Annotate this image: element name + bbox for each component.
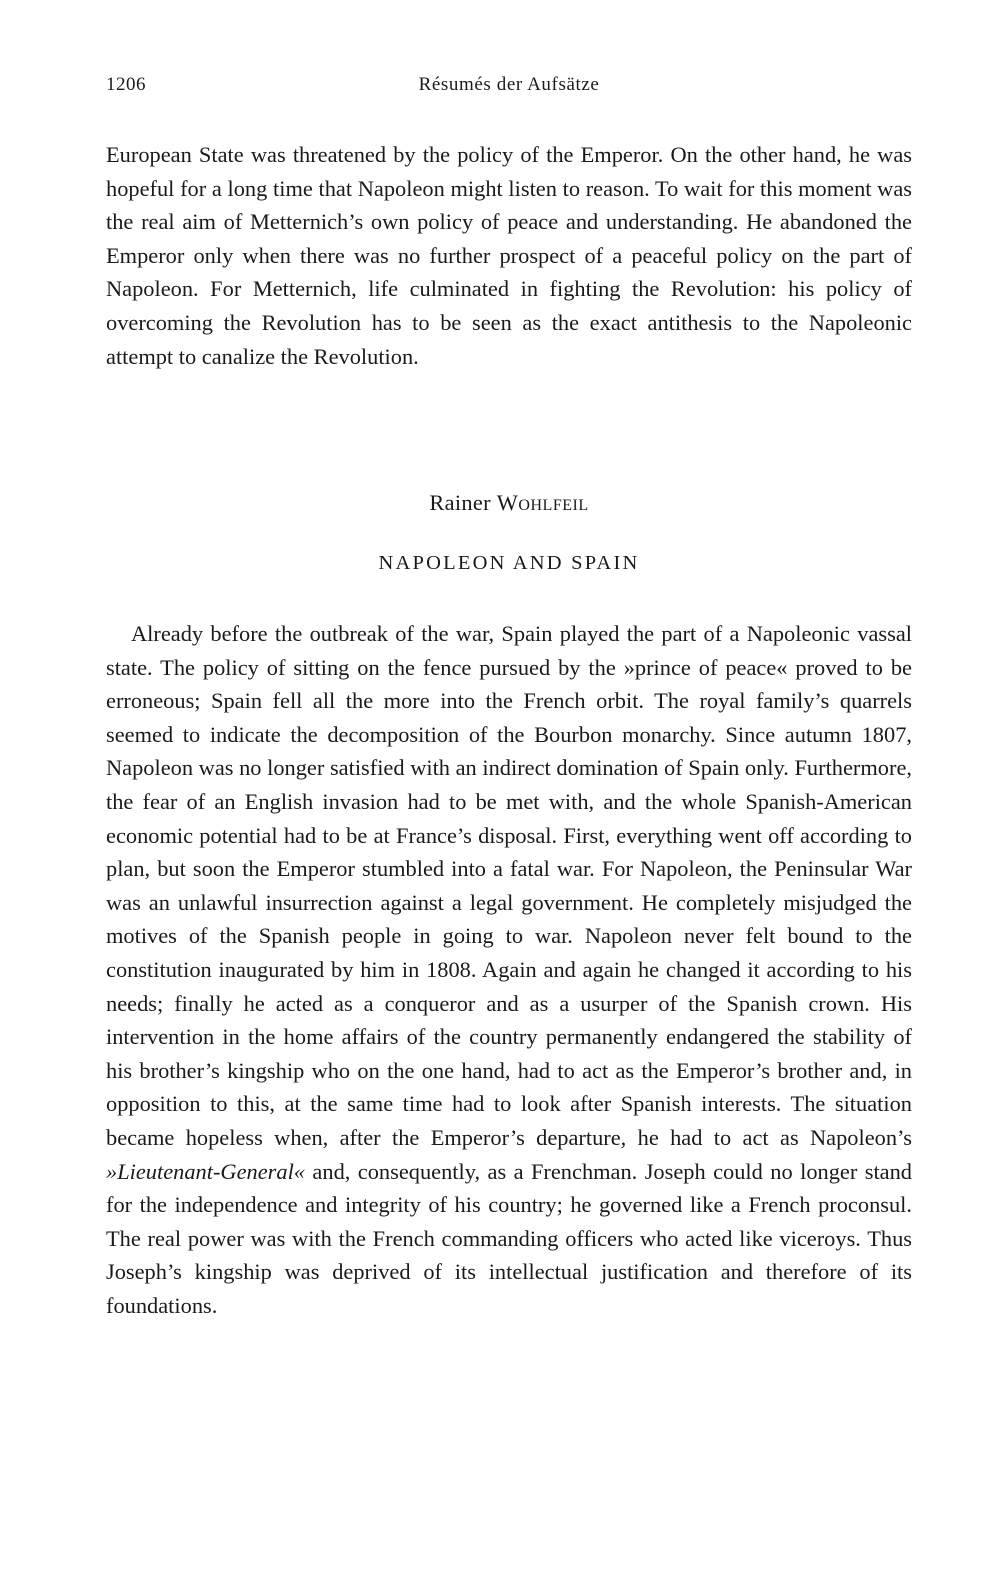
running-head: Résumés der Aufsätze xyxy=(418,74,600,95)
page-header xyxy=(106,74,912,104)
body-text-part2: and, consequently, as a Frenchman. Joseph could no longer stand for the independence and integrity of his country; he governed like a French proconsul. The real power was with the French commanding officers who acted like viceroys. Thus Joseph’s kingship was deprived of its intellectual justification and therefore of its foundations. xyxy=(106,1158,912,1318)
article-title: NAPOLEON AND SPAIN xyxy=(378,552,640,574)
page-number: 1206 xyxy=(106,74,146,95)
author-last-name: Wohlfeil xyxy=(496,490,589,515)
continued-paragraph: European State was threatened by the policy of the Emperor. On the other hand, he was hopeful for a long time that Napoleon might listen to reason. To wait for this moment was the real aim of Metternich’s own policy of peace and understanding. He abandoned the Emperor only when there was no further prospect of a peaceful policy on the part of Napoleon. For Metternich, life culminated in fighting the Revolution: his policy of overcoming the Revolution has to be seen as the exact antithesis to the Napoleonic attempt to canalize the Revolution. xyxy=(106,142,912,369)
author-first-name: Rainer xyxy=(429,490,491,515)
body-text-part1: Already before the outbreak of the war, Spain played the part of a Napoleonic vassal state. The policy of sitting on the fence pursued by the »prince of peace« proved to be erroneous; Spain fell all the more into the French orbit. The royal family’s quarrels seemed to indicate the decomposition of the Bourbon monarchy. Since autumn 1807, Napoleon was no longer satisfied with an indirect domination of Spain only. Furthermore, the fear of an English invasion had to be met with, and the whole Spanish-American economic potential had to be at France’s disposal. First, everything went off according to plan, but soon the Emperor stumbled into a fatal war. For Napoleon, the Peninsular War was an unlawful insurrection against a legal government. He completely misjudged the motives of the Spanish people in going to war. Napoleon never felt bound to the constitution inaugurated by him in 1808. Again and again he changed it according to his needs; finally he acted as a conqueror and as a usurper of the Spanish crown. His intervention in the home affairs of the country permanently endangered the stability of his brother’s kingship who on the one hand, had to act as the Emperor’s brother and, in opposition to this, at the same time had to look after Spanish interests. The situation became hopeless when, after the Emperor’s departure, he had to act as Napoleon’s xyxy=(106,621,912,1150)
article-author xyxy=(106,490,912,516)
body-italic-term: »Lieutenant-General« xyxy=(106,1158,305,1184)
article-body xyxy=(106,617,912,1322)
